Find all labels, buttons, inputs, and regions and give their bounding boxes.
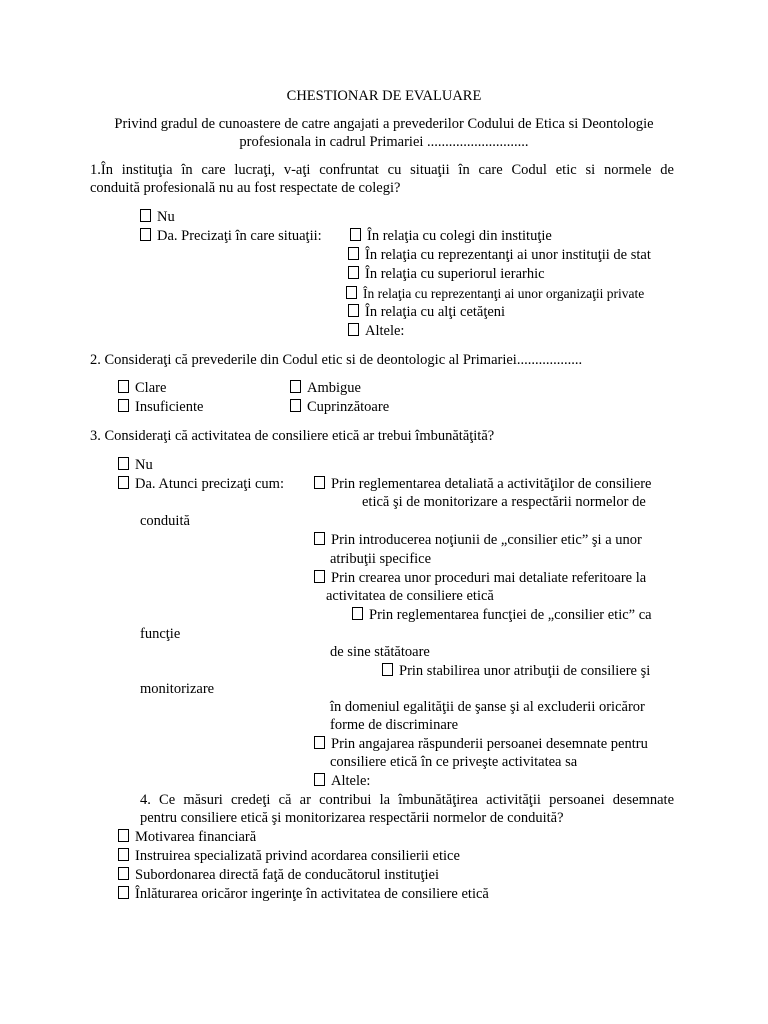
q3-sub-option[interactable] bbox=[314, 532, 642, 549]
q3-text-line: conduită bbox=[140, 513, 190, 529]
checkbox-icon[interactable] bbox=[118, 380, 129, 393]
q1-sub-option[interactable] bbox=[346, 285, 644, 302]
q1-sub-option[interactable] bbox=[350, 228, 552, 245]
q3-sub-option-label: Prin angajarea răspunderii persoanei desemnate pentru bbox=[331, 736, 648, 752]
q3-sub-option[interactable] bbox=[352, 607, 652, 624]
q2-option-label: Insuficiente bbox=[135, 399, 204, 415]
checkbox-icon[interactable] bbox=[290, 380, 301, 393]
q3-text-line: forme de discriminare bbox=[330, 717, 459, 733]
q1-sub-option[interactable] bbox=[348, 247, 651, 264]
q3-text-line: de sine stătătoare bbox=[330, 644, 430, 660]
q3-option-da-label: Da. Atunci precizaţi cum: bbox=[135, 476, 284, 492]
q3-text-line: etică şi de monitorizare a respectării normelor de bbox=[362, 494, 646, 510]
checkbox-icon[interactable] bbox=[118, 848, 129, 861]
checkbox-icon[interactable] bbox=[348, 304, 359, 317]
checkbox-icon[interactable] bbox=[348, 323, 359, 336]
checkbox-icon[interactable] bbox=[314, 570, 325, 583]
q1-sub-option-label: În relaţia cu reprezentanţi ai unor organizaţii private bbox=[363, 286, 645, 301]
q4-option[interactable] bbox=[118, 886, 489, 903]
checkbox-icon[interactable] bbox=[314, 773, 325, 786]
q4-option-label: Subordonarea directă faţă de conducătorul instituţiei bbox=[135, 867, 439, 883]
q3-text-line: în domeniul egalităţii de şanse şi al excluderii oricăror bbox=[330, 699, 645, 715]
q4-option-label: Motivarea financiară bbox=[135, 829, 257, 845]
checkbox-icon[interactable] bbox=[348, 247, 359, 260]
q1-sub-option-label: În relaţia cu reprezentanţi ai unor instituţii de stat bbox=[365, 247, 651, 263]
q3-sub-option-label: Prin stabilirea unor atribuţii de consiliere şi bbox=[399, 663, 651, 679]
checkbox-icon[interactable] bbox=[314, 476, 325, 489]
q3-text-line: consiliere etică în ce priveşte activitatea sa bbox=[330, 754, 578, 770]
q1-sub-option-label: În relaţia cu superiorul ierarhic bbox=[365, 266, 545, 282]
q1-option-da[interactable] bbox=[140, 228, 322, 245]
q4-option[interactable] bbox=[118, 829, 256, 846]
q3-text-line: atribuţii specifice bbox=[330, 551, 432, 567]
q1-sub-option-label: Altele: bbox=[365, 323, 405, 339]
checkbox-icon[interactable] bbox=[140, 209, 151, 222]
checkbox-icon[interactable] bbox=[352, 607, 363, 620]
checkbox-icon[interactable] bbox=[350, 228, 361, 241]
q3-option-da[interactable] bbox=[118, 476, 284, 493]
q2-option[interactable] bbox=[290, 380, 361, 397]
q1-sub-option[interactable] bbox=[348, 323, 404, 340]
q4-option-label: Înlăturarea oricăror ingerinţe în activitatea de consiliere etică bbox=[135, 886, 489, 902]
document-title: CHESTIONAR DE EVALUARE bbox=[286, 88, 482, 104]
q3-sub-option[interactable] bbox=[314, 570, 646, 587]
q3-sub-option[interactable] bbox=[314, 476, 651, 493]
q3-option-nu[interactable] bbox=[118, 457, 153, 474]
q4-option[interactable] bbox=[118, 867, 439, 884]
checkbox-icon[interactable] bbox=[314, 736, 325, 749]
checkbox-icon[interactable] bbox=[140, 228, 151, 241]
q3-option-nu-label: Nu bbox=[135, 457, 153, 473]
checkbox-icon[interactable] bbox=[346, 286, 357, 299]
q3-sub-option-label: Prin introducerea noţiunii de „consilier etic” şi a unor bbox=[331, 532, 642, 548]
q2-option[interactable] bbox=[118, 380, 166, 397]
q1-question-line2: conduită profesională nu au fost respectate de colegi? bbox=[90, 180, 401, 196]
q2-option[interactable] bbox=[290, 399, 389, 416]
checkbox-icon[interactable] bbox=[118, 457, 129, 470]
checkbox-icon[interactable] bbox=[382, 663, 393, 676]
q1-option-nu-label: Nu bbox=[157, 209, 175, 225]
q3-text-line: funcţie bbox=[140, 626, 181, 642]
q2-option-label: Clare bbox=[135, 380, 167, 396]
q1-sub-option[interactable] bbox=[348, 266, 545, 283]
document-subtitle-line1: Privind gradul de cunoastere de catre angajati a prevederilor Codului de Etica si Deontologie bbox=[114, 116, 654, 132]
q3-question: 3. Consideraţi că activitatea de consiliere etică ar trebui îmbunătăţită? bbox=[90, 428, 495, 444]
checkbox-icon[interactable] bbox=[348, 266, 359, 279]
q3-sub-option[interactable] bbox=[314, 736, 648, 753]
q4-option-label: Instruirea specializată privind acordarea consilierii etice bbox=[135, 848, 460, 864]
checkbox-icon[interactable] bbox=[290, 399, 301, 412]
checkbox-icon[interactable] bbox=[314, 532, 325, 545]
q3-sub-option-label: Prin crearea unor proceduri mai detaliate referitoare la bbox=[331, 570, 647, 586]
q3-sub-option[interactable] bbox=[314, 773, 370, 790]
q4-question-line1: 4. Ce măsuri credeţi că ar contribui la îmbunătăţirea activităţii persoanei desemnate bbox=[140, 792, 674, 808]
q1-sub-option-label: În relaţia cu colegi din instituţie bbox=[367, 228, 552, 244]
q2-option-label: Cuprinzătoare bbox=[307, 399, 390, 415]
checkbox-icon[interactable] bbox=[118, 476, 129, 489]
checkbox-icon[interactable] bbox=[118, 829, 129, 842]
checkbox-icon[interactable] bbox=[118, 867, 129, 880]
q4-question-line2: pentru consiliere etică şi monitorizarea respectării normelor de conduită? bbox=[140, 810, 564, 826]
q4-option[interactable] bbox=[118, 848, 460, 865]
document-subtitle-line2: profesionala in cadrul Primariei ............................ bbox=[239, 134, 529, 150]
q3-text-line: activitatea de consiliere etică bbox=[326, 588, 494, 604]
checkbox-icon[interactable] bbox=[118, 399, 129, 412]
q3-text-line: monitorizare bbox=[140, 681, 215, 697]
q1-sub-option[interactable] bbox=[348, 304, 505, 321]
q1-option-da-label: Da. Precizaţi în care situaţii: bbox=[157, 228, 322, 244]
q1-option-nu[interactable] bbox=[140, 209, 175, 226]
q3-sub-option-label: Prin reglementarea detaliată a activităţilor de consiliere bbox=[331, 476, 652, 492]
q3-sub-option-label: Prin reglementarea funcţiei de „consilier etic” ca bbox=[369, 607, 652, 623]
q1-question-line1: 1.În instituţia în care lucraţi, v-aţi confruntat cu situaţii în care Codul etic si normele de bbox=[90, 162, 674, 178]
q2-option-label: Ambigue bbox=[307, 380, 361, 396]
checkbox-icon[interactable] bbox=[118, 886, 129, 899]
q3-sub-option-label: Altele: bbox=[331, 773, 371, 789]
q2-option[interactable] bbox=[118, 399, 203, 416]
q3-sub-option[interactable] bbox=[382, 663, 650, 680]
q1-sub-option-label: În relaţia cu alţi cetăţeni bbox=[365, 304, 506, 320]
q2-question: 2. Consideraţi că prevederile din Codul etic si de deontologic al Primariei.................. bbox=[90, 352, 583, 368]
